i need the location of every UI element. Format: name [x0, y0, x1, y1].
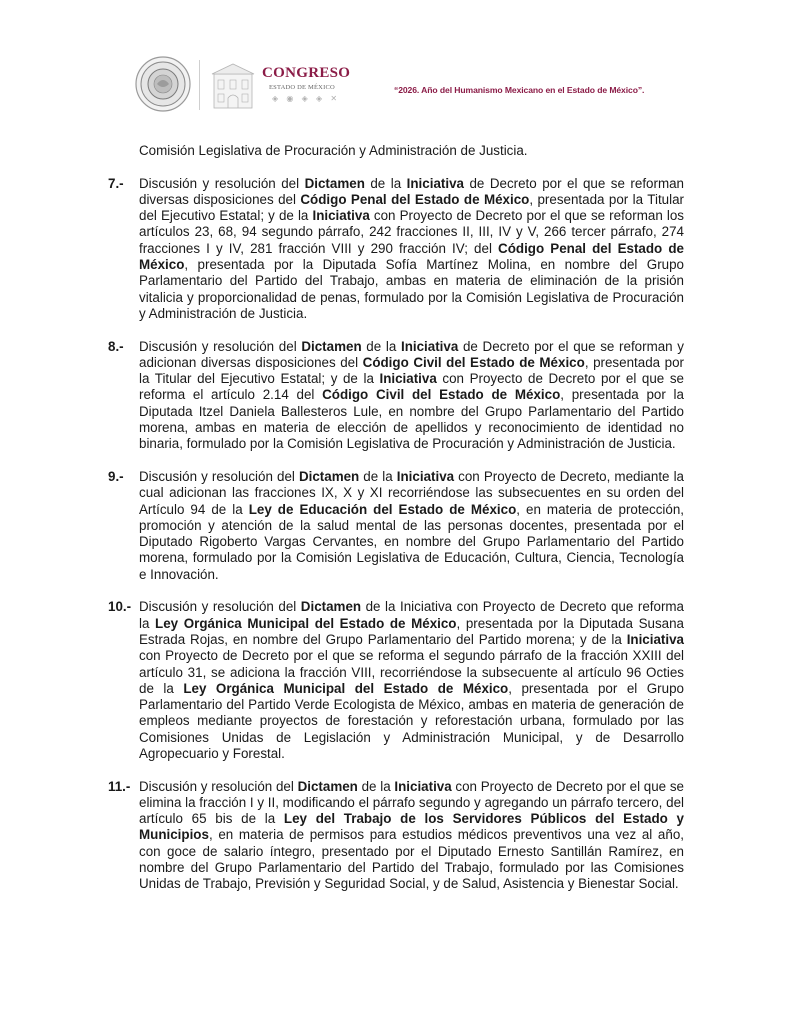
agenda-item-11 [108, 779, 684, 893]
bold-text-run: Ley del Trabajo de los Servidores Públicos del Estado y Municipios [139, 811, 684, 843]
text-run: , presentada por la Diputada Susana Estrada Rojas, en nombre del Grupo Parlamentario del Partido morena; y de la [139, 615, 684, 647]
bold-text-run: Dictamen [300, 599, 362, 615]
bold-text-run: Código Penal del Estado de México [139, 240, 684, 273]
congreso-logo-subtitle: ESTADO DE MÉXICO [269, 84, 335, 91]
text-run: con Proyecto de Decreto por el que se reforma el artículo 2.14 del [139, 371, 684, 403]
agenda-item-9 [108, 469, 684, 583]
bold-text-run: Dictamen [298, 468, 360, 484]
agenda-item-8 [108, 339, 684, 453]
text-run: con Proyecto de Decreto por el que se reforma el segundo párrafo de la fracción XXIII del artículo 31, se adiciona la fracción VIII, recorriéndose la subsecuente al artículo 96 Octies de la [139, 648, 684, 696]
item-text [139, 469, 684, 582]
item-text [139, 176, 684, 321]
bold-text-run: Iniciativa [379, 371, 437, 387]
continued-paragraph: Comisión Legislativa de Procuración y Administración de Justicia. [139, 143, 528, 158]
bold-text-run: Ley de Educación del Estado de México [248, 501, 517, 517]
bold-text-run: Ley Orgánica Municipal del Estado de México [183, 680, 509, 696]
text-run: de la [357, 778, 395, 794]
bold-text-run: Ley Orgánica Municipal del Estado de México [155, 615, 457, 631]
text-run: de Decreto por el que se reforman y adicionan diversas disposiciones del [139, 338, 684, 370]
bold-text-run: Iniciativa [626, 631, 684, 647]
document-body [108, 143, 684, 909]
bold-text-run: Iniciativa [396, 468, 455, 484]
congreso-ornament-icons: ◈ ◉ ◈ ◈ ✕ [272, 94, 341, 103]
text-run: , presentada por el Grupo Parlamentario del Partido Verde Ecologista de México, ambas en materia de generación de empleos mediante proyectos de forestación y reforestación urbana, formulado por las Comisiones Unidas de Legislación y Administración Municipal, y de Desarrollo Agropecuario y Forestal. [139, 680, 684, 761]
bold-text-run: Código Penal del Estado de México [300, 191, 530, 207]
header-motto: “2026. Año del Humanismo Mexicano en el Estado de México”. [394, 85, 645, 95]
text-run: , presentada por la Titular del Ejecutivo Estatal; y de la [139, 354, 684, 387]
congress-building-icon [206, 58, 260, 112]
item-number: 8.- [108, 338, 124, 354]
bold-text-run: Dictamen [297, 778, 358, 794]
header-divider [199, 60, 200, 110]
item-text [139, 779, 684, 892]
item-number: 10.- [108, 599, 132, 615]
text-run: Discusión y resolución del [139, 175, 305, 191]
text-run: de la Iniciativa con Proyecto de Decreto que reforma la [139, 599, 685, 631]
item-number: 9.- [108, 468, 124, 484]
item-text [139, 599, 684, 761]
text-run: Discusión y resolución del [139, 338, 302, 354]
text-run: Discusión y resolución del [139, 468, 299, 484]
text-run: , presentada por la Diputada Sofía Martínez Molina, en nombre del Grupo Parlamentario del Partido del Trabajo, ambas en materia de eliminación de la prisión vitalicia y proporcionalidad de penas, formulado por la Comisión Legislativa de Procuración y Administración de Justicia. [139, 257, 684, 321]
bold-text-run: Iniciativa [400, 338, 459, 354]
text-run: , presentada por la Titular del Ejecutivo Estatal; y de la [139, 191, 684, 224]
text-run: con Proyecto de Decreto por el que se reforman los artículos 23, 68, 94 segundo párrafo, 242 fracciones II, III, IV y V, 266 tercer párrafo, 274 fracciones I y IV, 281 fracción VIII y 290 fracción IV; del [139, 208, 684, 256]
bold-text-run: Código Civil del Estado de México [322, 387, 561, 403]
item-number: 7.- [108, 175, 124, 191]
item-text [139, 339, 684, 452]
text-run: con Proyecto de Decreto, mediante la cual adicionan las fracciones IX, X y XI recorriéndose las subsecuentes en su orden del Artículo 94 de la [139, 468, 684, 517]
state-seal-icon [135, 56, 191, 112]
text-run: de Decreto por el que se reforman diversas disposiciones del [139, 175, 684, 207]
bold-text-run: Dictamen [304, 175, 365, 191]
congreso-logo-title: CONGRESO [262, 65, 351, 81]
bold-text-run: Iniciativa [406, 175, 464, 191]
bold-text-run: Código Civil del Estado de México [362, 354, 585, 370]
text-run: Discusión y resolución del [139, 599, 301, 615]
text-run: de la [364, 175, 407, 191]
bold-text-run: Dictamen [301, 338, 362, 354]
text-run: de la [359, 468, 397, 484]
agenda-item-7 [108, 176, 684, 323]
text-run: de la [361, 338, 401, 354]
text-run: , en materia de protección, promoción y atención de la salud mental de las personas docentes, presentada por el Diputado Rigoberto Vargas Cervantes, en nombre del Grupo Parlamentario del Partido morena, formulado por la Comisión Legislativa de Educación, Cultura, Ciencia, Tecnología e Innovación. [139, 501, 685, 582]
text-run: , en materia de permisos para estudios médicos preventivos una vez al año, con goce de salario íntegro, presentado por el Diputado Ernesto Santillán Ramírez, en nombre del Grupo Parlamentario del Partido del Trabajo, formulado por las Comisiones Unidas de Trabajo, Previsión y Seguridad Social, y de Salud, Asistencia y Bienestar Social. [139, 827, 684, 892]
agenda-item-10 [108, 599, 684, 762]
bold-text-run: Iniciativa [312, 208, 370, 224]
text-run: con Proyecto de Decreto por el que se elimina la fracción I y II, modificando el párrafo segundo y agregando un párrafo tercero, del artículo 65 bis de la [139, 778, 684, 827]
page-header [0, 0, 791, 130]
bold-text-run: Iniciativa [394, 778, 452, 794]
text-run: , presentada por la Diputada Itzel Daniela Ballesteros Lule, en nombre del Grupo Parlamentario del Partido morena, ambas en materia de elección de apellidos y reconocimiento de identidad no binaria, formulado por la Comisión Legislativa de Procuración y Administración de Justicia. [139, 387, 684, 452]
item-number: 11.- [108, 778, 131, 794]
text-run: Discusión y resolución del [139, 778, 298, 794]
